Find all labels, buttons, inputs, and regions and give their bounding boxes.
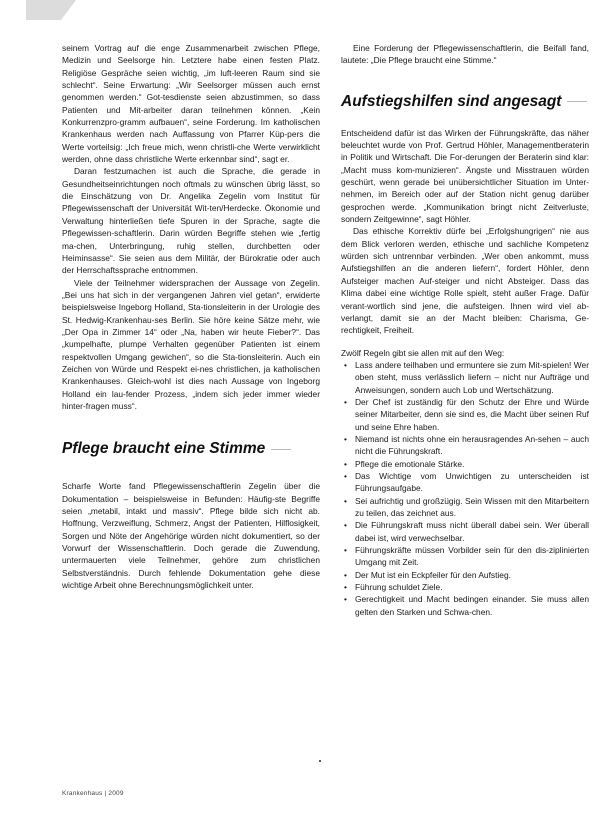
rules-intro: Zwölf Regeln gibt sie allen mit auf den Weg: (341, 347, 505, 358)
list-item: • Das Wichtige vom Unwichtigen zu unterscheiden ist Führungsaufgabe. (341, 470, 589, 495)
paragraph: Eine Forderung der Pflegewissenschaftlerin, die Beifall fand, lautete: „Die Pflege braucht eine Stimme.“ (341, 43, 589, 66)
right-column (341, 42, 589, 618)
section-heading (341, 93, 589, 111)
left-column (62, 42, 320, 591)
list-item: • Der Mut ist ein Eckpfeiler für den Aufstieg. (341, 569, 589, 581)
paragraph: Daran festzumachen ist auch die Sprache, die gerade in Gesundheitseinrichtungen noch oftmals zu wünschen übrig lässt, so die Einschätzung von Dr. Angelika Zegelin vom Institut für Pflegewissenschaft der Universität Wit-ten/Herdecke. Ökonomie und Verwaltung hinterließen tiefe Spuren in der Sprache, sagte die Pflegewissen-schaftlerin. Darin würden Begriffe stehen wie „fertig ma-chen, Unterbringung, ruhig stellen, durchbetten oder Heiminsasse“. Sie seien aus dem Militär, der Bürokratie oder auch der Herrschaftssprache entnommen. (62, 166, 320, 276)
page-corner-marker (26, 0, 76, 20)
paragraph: Scharfe Worte fand Pflegewissenschaftlerin Zegelin über die Dokumentation – beispielsweise in Befunden: Häufig-ste Begriffe seien „metabil, intakt und massiv“. Pflege bilde sich nicht ab. Hoffnung, Verzweiflung, Schmerz, Angst der Patienten, Hilflosigkeit, Sorgen und Nöte der Angehörige würden nicht dokumentiert, so der Vorwurf der Wissenschaftlerin. Doch gerade die Zuwendung, untermauerten viele Teilnehmer, gehöre zum christlichen Selbstverständnis. Durch fehlende Dokumentation gehe diese wichtige Arbeit ohne Berechnungsmöglichkeit unter. (62, 481, 320, 591)
rules-list (341, 359, 589, 618)
list-item: • Führungskräfte müssen Vorbilder sein für den dis-ziplinierten Umgang mit Zeit. (341, 544, 589, 569)
paragraph: seinem Vortrag auf die enge Zusammenarbeit zwischen Pflege, Medizin und Seelsorge hin. Letztere habe einen festen Platz. Religiöse Gespräche seien wichtig, „im luft-leeren Raum sind sie schlecht“. Seine Erwartung: „Wir Seelsorger müssen auch ernst genommen werden.“ Got-tesdienste seien abzustimmen, so dass Patienten und Mit-arbeiter daran teilnehmen können. „Kein Konkurrenzpro-gramm aufbauen“, seine Forderung. Im katholischen Krankenhaus werden nach Auffassung von Pfarrer Küp-pers die Werte vorteilsig: „Ich freue mich, wenn christli-che Werte verwirklicht werden, ohne dass christliche Werte erkennbar sind“, sagt er. (62, 43, 320, 165)
page-dot (319, 760, 321, 762)
heading-rule (271, 449, 291, 450)
list-item: • Pflege die emotionale Stärke. (341, 458, 589, 470)
paragraph: Viele der Teilnehmer widersprachen der Aussage von Zegelin. „Bei uns hat sich in der vergangenen Jahren viel getan“, erwiderte beispielsweise Ingeborg Holland, Sta-tionsleiterin in der Urologie des St. Hedwig-Krankenhau-ses Berlin. Sie höre keine Sätze mehr, wie „Der Opa in Zimmer 14“ oder „Na, haben wir heute Fieber?“. Das „kumpelhafte, plumpe Verhalten gegenüber Patienten ist einem respektvollen Umgang gewichen“, so die Sta-tionsleiterin. Auch ein Zeichen von Würde und Respekt ei-nes christlichen, ja katholischen Krankenhauses. Gleich-wohl ist dies nach Aussage von Ingeborg Holland ein lau-fender Prozess, „indem sich jeder immer wieder hinter-fragen muss“. (62, 277, 320, 411)
paragraph: Entscheidend dafür ist das Wirken der Führungskräfte, das näher beleuchtet wurde von Prof. Gertrud Höhler, Managementberaterin in Politik und Wirtschaft. Die For-derungen der Beraterin sind klar: „Macht muss kom-munizieren“. Ängste und Misstrauen würden geschürt, wenn gerade bei unübersichtlicher Situation im Unter-nehmen, im Bereich oder auf der Station nicht genug darüber gesprochen werde. „Kommunikation bringt nicht Zeitverluste, sondern Zeitgewinne“, sagt Höhler. (341, 127, 589, 225)
list-item: • Sei aufrichtig und großzügig. Sein Wissen mit den Mitarbeitern zu teilen, das zeichnet aus. (341, 495, 589, 520)
section-heading-text: Pflege braucht eine Stimme (62, 440, 266, 458)
list-item: • Lass andere teilhaben und ermuntere sie zum Mit-spielen! Wer oben steht, muss verlässlich liefern – nicht nur Aufträge und Anweisungen, sondern auch Lob und Wertschätzung. (341, 359, 589, 396)
page-footer: Krankenhaus | 2009 (62, 790, 124, 797)
section-heading-text: Aufstiegshilfen sind angesagt (341, 92, 562, 110)
heading-rule (567, 101, 587, 102)
list-item: • Der Chef ist zuständig für den Schutz der Ehre und Würde seiner Mitarbeiter, denn sie sind es, die Macht über seinen Ruf und seine Ehre haben. (341, 396, 589, 433)
list-item: • Niemand ist nichts ohne ein herausragendes An-sehen – auch nicht die Führungskraft. (341, 433, 589, 458)
list-item: • Führung schuldet Ziele. (341, 581, 589, 593)
paragraph: Das ethische Korrektiv dürfe bei „Erfolgshungrigen“ nie aus dem Blick verloren werden, ethische und sachliche Kompetenz würden sich untrennbar verbinden. „Wer oben ankommt, muss Aufstiegshilfen an die anderen liefern“, fordert Höhler, denn Aufsteiger machen Auf-steiger und nicht Absteiger. Dass das Klima dabei eine wichtige Rolle spielt, steht außer Frage. Dafür verant-wortlich sind jene, die aufsteigen. Ihnen wird viel ab-verlangt, damit sie an der Macht bleiben: Charisma, Ge-rechtigkeit, Freiheit. (341, 226, 589, 336)
list-item: • Gerechtigkeit und Macht bedingen einander. Sie muss allen gelten den Starken und Schwa-chen. (341, 593, 589, 618)
section-heading (62, 440, 320, 458)
list-item: • Die Führungskraft muss nicht überall dabei sein. Wer überall dabei ist, wird verwechselbar. (341, 519, 589, 544)
